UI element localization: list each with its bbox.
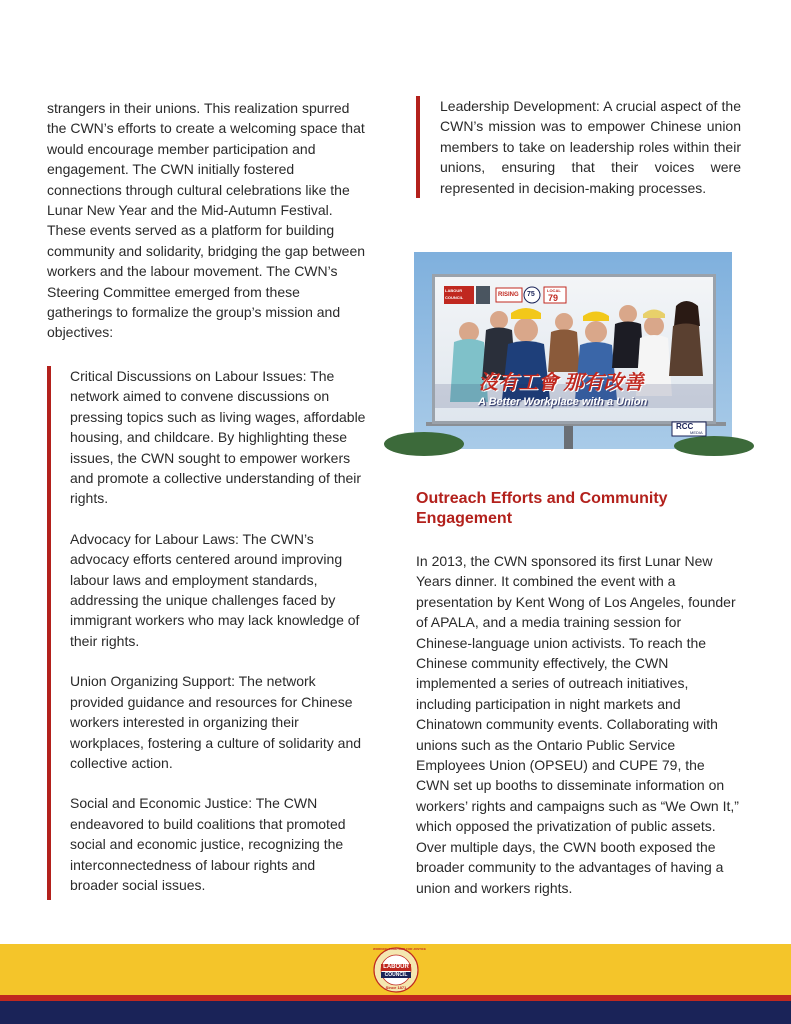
leadership-text: Leadership Development: A crucial aspect of the CWN’s mission was to empower Chinese union members to take on leadership roles within their unions, ensuring that their voices were represented in decision-making processes. [440, 98, 741, 196]
objective-item: Advocacy for Labour Laws: The CWN’s advocacy efforts centered around improving labour laws and employment standards, addressing the unique challenges faced by immigrant workers who may lack knowledge of their rights. [70, 530, 360, 649]
section-heading: Outreach Efforts and Community Engagement [416, 490, 668, 527]
objective-item: Union Organizing Support: The network provided guidance and resources for Chinese workers interested in organizing their workplaces, fostering a culture of solidarity and collective action. [70, 673, 362, 771]
logo-council-text: COUNCIL [384, 972, 408, 978]
billboard-logo-rising: RISING [498, 292, 519, 298]
logo-labour-text: LABOUR [383, 964, 409, 970]
logo-since-text: Since 1871 [385, 985, 407, 990]
outreach-paragraph: In 2013, the CWN sponsored its first Lunar New Years dinner. It combined the event with a presentation by Kent Wong of Los Angeles, founder of APALA, and a media training session for Chinese-language union activists. To reach the Chinese community effectively, the CWN implemented a series of outreach initiatives, including participation in night markets and Chinatown community events. Collaborating with unions such as the Ontario Public Service Employees Union (OPSEU) and CUPE 79, the CWN set up booths to disseminate information on workers’ rights and campaigns such as “We Own It,” which opposed the privatization of public assets. Over multiple days, the CWN booth exposed the broader community to the advantages of having a union and workers rights. [416, 553, 739, 896]
billboard-media-sub: MEDIA [690, 430, 703, 435]
billboard-english-slogan: A Better Workplace with a Union [478, 396, 648, 408]
labour-council-logo [367, 946, 425, 994]
billboard-logo-75: 75 [527, 291, 535, 298]
billboard-logo-local: LOCAL [547, 288, 561, 293]
leadership-quote [416, 96, 741, 198]
billboard-photo [414, 252, 732, 449]
billboard-logo-council: COUNCIL [445, 295, 464, 300]
logo-top-text: WORKING TOGETHER FOR JUSTICE [373, 947, 426, 951]
billboard-logo-local-number: 79 [548, 293, 559, 303]
intro-paragraph: strangers in their unions. This realization spurred the CWN’s efforts to create a welcoming space that would encourage member participation and engagement. The CWN initially fostered connections through cultural celebrations like the Lunar New Year and the Mid-Autumn Festival. These events served as a platform for building community and solidarity, bridging the gap between workers and the labour movement. The CWN’s Steering Committee emerged from these gatherings to formalize the group’s mission and objectives: [47, 100, 366, 341]
objectives-list [47, 366, 367, 900]
objective-item: Social and Economic Justice: The CWN endeavored to build coalitions that promoted social and economic justice, recognizing the interconnectedness of labour rights and broader social issues. [70, 795, 346, 893]
billboard-media-brand: RCC [676, 422, 694, 431]
objective-item: Critical Discussions on Labour Issues: The network aimed to convene discussions on pressing topics such as living wages, affordable housing, and childcare. By highlighting these issues, the CWN sought to empower workers and promote a collective understanding of their rights. [70, 368, 366, 507]
footer-band-navy [0, 1001, 791, 1024]
billboard-chinese-slogan: 沒有工會 那有改善 [478, 372, 644, 394]
billboard-logo-labour: LABOUR [445, 288, 463, 293]
